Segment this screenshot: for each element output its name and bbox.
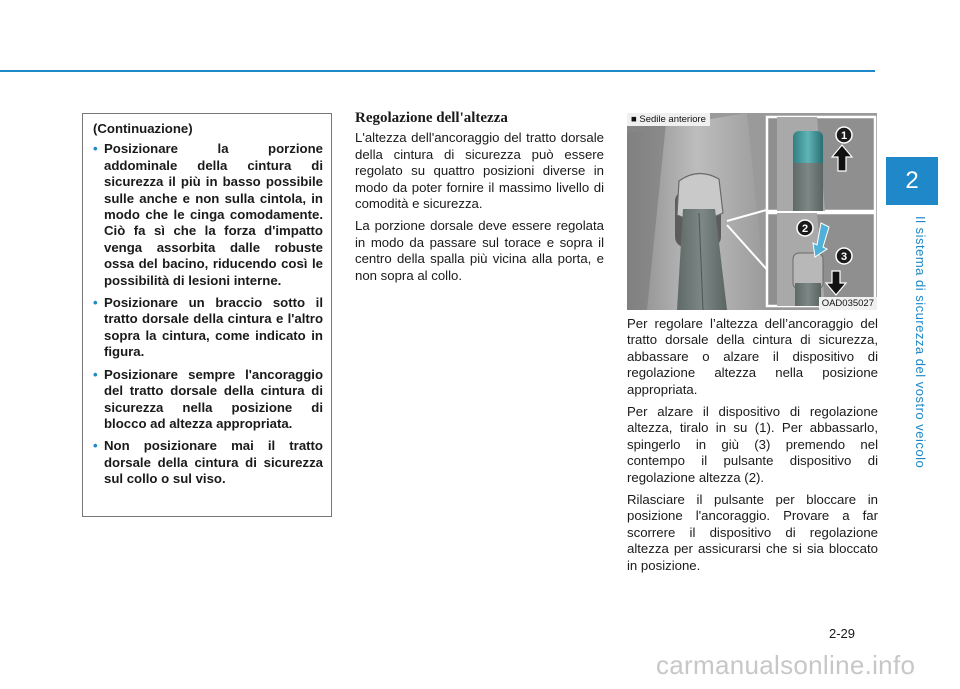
warning-item: • Posizionare sempre l'ancoraggio del tratto dorsale della cintura di sicurezza nella posizione di blocco ad altezza appropriata. — [93, 367, 323, 433]
warning-item: • Non posizionare mai il tratto dorsale della cintura di sicurezza sul collo o sul viso. — [93, 438, 323, 487]
inset-lower — [767, 213, 875, 306]
section-paragraph: L'altezza dell'ancoraggio del tratto dorsale della cintura di sicurezza può essere regolato su quattro posizioni diverse in modo da poter fornire il massimo livello di comodità e sicurezza. — [355, 130, 604, 212]
chapter-number: 2 — [905, 167, 919, 194]
callout-1-label: 1 — [840, 130, 848, 142]
warning-item: • Posizionare un braccio sotto il tratto dorsale della cintura e l'altro sopra la cintura, come indicato in figura. — [93, 295, 323, 361]
callout-3-label: 3 — [840, 251, 848, 263]
figure-caption: ■ Sedile anteriore — [627, 113, 710, 126]
callout-2-label: 2 — [801, 223, 809, 235]
instruction-paragraph: Per regolare l’altezza dell’ancoraggio del tratto dorsale della cintura di sicurezza, abbassare o alzare il dispositivo di regolazione altezza nella posizione appropriata. — [627, 316, 878, 397]
warning-box — [82, 113, 332, 517]
seatbelt-illustration — [627, 113, 877, 310]
seatbelt-anchor-figure — [627, 113, 877, 310]
chapter-title: Il sistema di sicurezza del vostro veicolo — [913, 215, 928, 469]
warning-list — [93, 141, 323, 487]
section-title: Regolazione dell'altezza — [355, 110, 508, 126]
adjustment-instructions — [627, 316, 878, 580]
instruction-paragraph: Rilasciare il pulsante per bloccare in posizione l'ancoraggio. Provare a far scorrere il dispositivo di regolazione altezza per assicurarsi che si sia bloccato in posizione. — [627, 492, 878, 573]
inset-raise — [767, 117, 875, 211]
instruction-paragraph: Per alzare il dispositivo di regolazione altezza, tiralo in su (1). Per abbassarlo, spingerlo in giù (3) premendo nel contempo il pulsante dispositivo di regolazione altezza (2). — [627, 404, 878, 485]
height-adjustment-section — [355, 110, 604, 290]
chapter-tab — [886, 157, 938, 205]
page-number: 2-29 — [829, 626, 856, 641]
watermark: carmanualsonline.info — [656, 650, 916, 680]
section-paragraph: La porzione dorsale deve essere regolata in modo da passare sul torace e sopra il centro della spalla più vicina alla porta, e non sopra al collo. — [355, 218, 604, 283]
figure-code: OAD035027 — [819, 297, 877, 310]
top-rule — [0, 70, 875, 72]
warning-item: • Posizionare la porzione addominale della cintura di sicurezza il più in basso possibile sulle anche e non sulla cintola, in modo che le cinga comodamente. Ciò fa sì che la forza d'impatto venga assorbita dalle robuste ossa del bacino, riducendo così le possibilità di lesioni interne. — [93, 141, 323, 289]
warning-heading: (Continuazione) — [93, 121, 193, 136]
